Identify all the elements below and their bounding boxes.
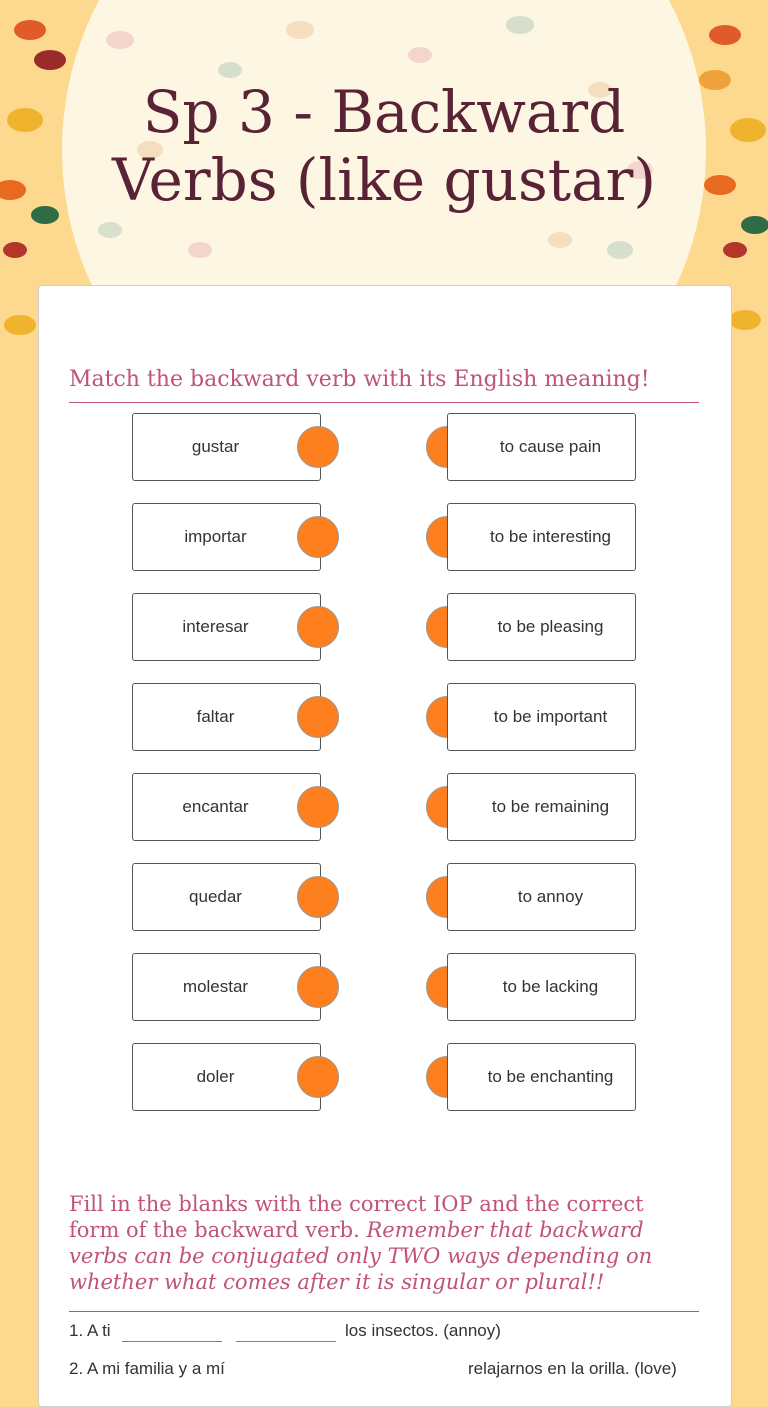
match-left-item[interactable]: encantar bbox=[132, 773, 321, 841]
match-row bbox=[39, 773, 731, 843]
match-left-connector[interactable] bbox=[297, 1056, 339, 1098]
match-left-item[interactable]: interesar bbox=[132, 593, 321, 661]
match-left-item[interactable]: faltar bbox=[132, 683, 321, 751]
question-2 bbox=[69, 1359, 709, 1379]
fill-heading-text: Fill in the blanks with the correct IOP and the correct form of the backward verb. bbox=[69, 1192, 644, 1242]
question-1-blank-iop[interactable] bbox=[122, 1317, 222, 1342]
match-row bbox=[39, 683, 731, 753]
match-row bbox=[39, 593, 731, 663]
match-left-connector[interactable] bbox=[297, 876, 339, 918]
match-left-item[interactable]: molestar bbox=[132, 953, 321, 1021]
match-right-item[interactable]: to be important bbox=[447, 683, 636, 751]
match-row bbox=[39, 1043, 731, 1113]
match-left-item[interactable]: doler bbox=[132, 1043, 321, 1111]
match-row bbox=[39, 503, 731, 573]
match-left-item[interactable]: importar bbox=[132, 503, 321, 571]
match-right-item[interactable]: to be pleasing bbox=[447, 593, 636, 661]
fill-section-heading bbox=[69, 1191, 699, 1312]
match-left-item[interactable]: gustar bbox=[132, 413, 321, 481]
question-2-blank-verb[interactable] bbox=[369, 1355, 469, 1379]
fill-heading-note: Remember that backward verbs can be conjugated only TWO ways depending on whether what comes after it is singular or plural!! bbox=[69, 1218, 653, 1294]
match-row bbox=[39, 413, 731, 483]
match-left-item[interactable]: quedar bbox=[132, 863, 321, 931]
match-left-connector[interactable] bbox=[297, 516, 339, 558]
match-left-connector[interactable] bbox=[297, 606, 339, 648]
match-row bbox=[39, 953, 731, 1023]
page-title: Sp 3 - Backward Verbs (like gustar) bbox=[111, 78, 657, 214]
question-1-prefix: 1. A ti bbox=[69, 1321, 111, 1340]
match-right-item[interactable]: to be lacking bbox=[447, 953, 636, 1021]
match-right-item[interactable]: to be enchanting bbox=[447, 1043, 636, 1111]
match-section-heading: Match the backward verb with its English meaning! bbox=[69, 364, 699, 403]
worksheet-card bbox=[38, 285, 732, 1407]
question-2-prefix: 2. A mi familia y a mí bbox=[69, 1359, 225, 1378]
match-right-item[interactable]: to cause pain bbox=[447, 413, 636, 481]
question-1 bbox=[69, 1321, 709, 1341]
question-2-suffix: relajarnos en la orilla. (love) bbox=[468, 1359, 677, 1378]
match-row bbox=[39, 863, 731, 933]
question-2-blank-iop[interactable] bbox=[257, 1355, 357, 1379]
question-1-suffix: los insectos. (annoy) bbox=[345, 1321, 501, 1340]
match-right-item[interactable]: to annoy bbox=[447, 863, 636, 931]
match-left-connector[interactable] bbox=[297, 786, 339, 828]
match-right-item[interactable]: to be remaining bbox=[447, 773, 636, 841]
question-1-blank-verb[interactable] bbox=[236, 1317, 336, 1342]
match-left-connector[interactable] bbox=[297, 966, 339, 1008]
match-left-connector[interactable] bbox=[297, 426, 339, 468]
match-left-connector[interactable] bbox=[297, 696, 339, 738]
match-right-item[interactable]: to be interesting bbox=[447, 503, 636, 571]
